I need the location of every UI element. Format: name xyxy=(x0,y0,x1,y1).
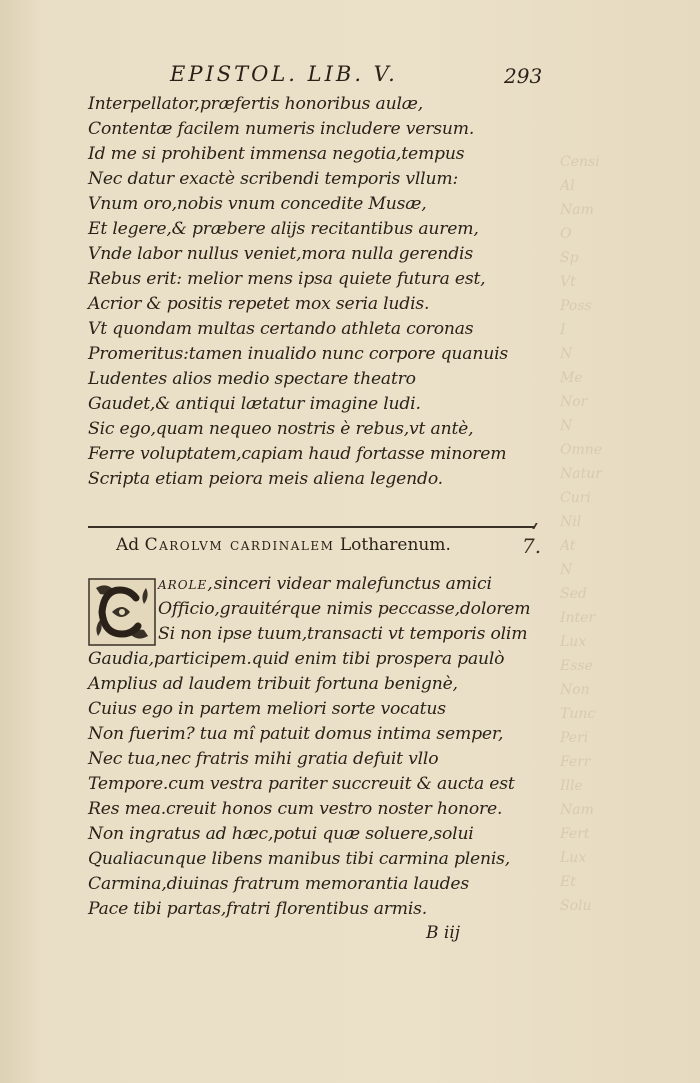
verse-line: Vt quondam multas certando athleta coronas xyxy=(88,319,474,339)
verse-line: Tempore.cum vestra pariter succreuit & aucta est xyxy=(88,774,515,794)
verse-line: Qualiacunque libens manibus tibi carmina plenis, xyxy=(88,849,511,869)
catchword: B iij xyxy=(426,923,461,943)
verse-line: Sic ego,quam nequeo nostris è rebus,vt antè, xyxy=(88,419,474,439)
verse-line: Carmina,diuinas fratrum memorantia laudes xyxy=(88,874,470,894)
show-through-text: Censi Al Nam O Sp Vt Poss I N Me Nor N Omne Natur Curi Nil At N Sed Inter Lux Esse Non Tunc Peri Ferr Ille Nam Fert Lux Et Solu xyxy=(560,154,603,914)
verse-line: Non fuerim? tua mî patuit domus intima semper, xyxy=(88,724,504,744)
verse-line: Et legere,& præbere alijs recitantibus aurem, xyxy=(88,219,479,239)
verse-line: Vnum oro,nobis vnum concedite Musæ, xyxy=(88,194,427,214)
verse-line: Acrior & positis repetet mox seria ludis. xyxy=(88,294,430,314)
verse-line: Cuius ego in partem meliori sorte vocatus xyxy=(88,699,446,719)
heading-suffix: Lotharenum. xyxy=(334,535,451,555)
verse-line: Nec tua,nec fratris mihi gratia defuit vllo xyxy=(88,749,439,769)
heading-smallcaps: Carolvm cardinalem xyxy=(144,535,335,555)
verse-line: Si non ipse tuum,transacti vt temporis olim xyxy=(158,624,528,644)
verse-line: Ludentes alios medio spectare theatro xyxy=(88,369,416,389)
heading-prefix: Ad xyxy=(116,535,145,555)
page-number: 293 xyxy=(504,64,543,88)
rule-flourish xyxy=(518,523,537,529)
verse-line: Non ingratus ad hæc,potui quæ soluere,solui xyxy=(88,824,474,844)
verse-line: Res mea.creuit honos cum vestro noster honore. xyxy=(88,799,503,819)
verse-line: Scripta etiam peiora meis aliena legendo. xyxy=(88,469,443,489)
verse-line: Officio,grauitérque nimis peccasse,dolorem xyxy=(158,599,531,619)
first-line-rest: sinceri videar malefunctus amici xyxy=(213,574,492,594)
verse-line: Pace tibi partas,fratri florentibus armis. xyxy=(88,899,428,919)
running-head: EPISTOL. LIB. V. xyxy=(170,62,398,86)
verse-line: Id me si prohibent immensa negotia,tempus xyxy=(88,144,465,164)
verse-line: Amplius ad laudem tribuit fortuna benignè, xyxy=(88,674,458,694)
poem-2 xyxy=(88,572,558,922)
verse-line: Gaudet,& antiqui lætatur imagine ludi. xyxy=(88,394,421,414)
verse-line-first xyxy=(88,572,558,597)
poem-1 xyxy=(88,92,558,492)
verse-line: Contentæ facilem numeris includere versum. xyxy=(88,119,475,139)
section-heading xyxy=(116,535,451,555)
first-word-smallcaps: arole, xyxy=(158,574,214,594)
section-rule xyxy=(88,526,534,528)
verse-line: Gaudia,participem.quid enim tibi prospera paulò xyxy=(88,649,505,669)
verse-line: Vnde labor nullus veniet,mora nulla gerendis xyxy=(88,244,473,264)
verse-line: Promeritus:tamen inualido nunc corpore quanuis xyxy=(88,344,509,364)
verse-line: Interpellator,præfertis honoribus aulæ, xyxy=(88,94,423,114)
verse-line: Ferre voluptatem,capiam haud fortasse minorem xyxy=(88,444,507,464)
handwritten-number: 7. xyxy=(522,534,542,558)
verse-line: Nec datur exactè scribendi temporis vllum: xyxy=(88,169,459,189)
verse-line: Rebus erit: melior mens ipsa quiete futura est, xyxy=(88,269,486,289)
